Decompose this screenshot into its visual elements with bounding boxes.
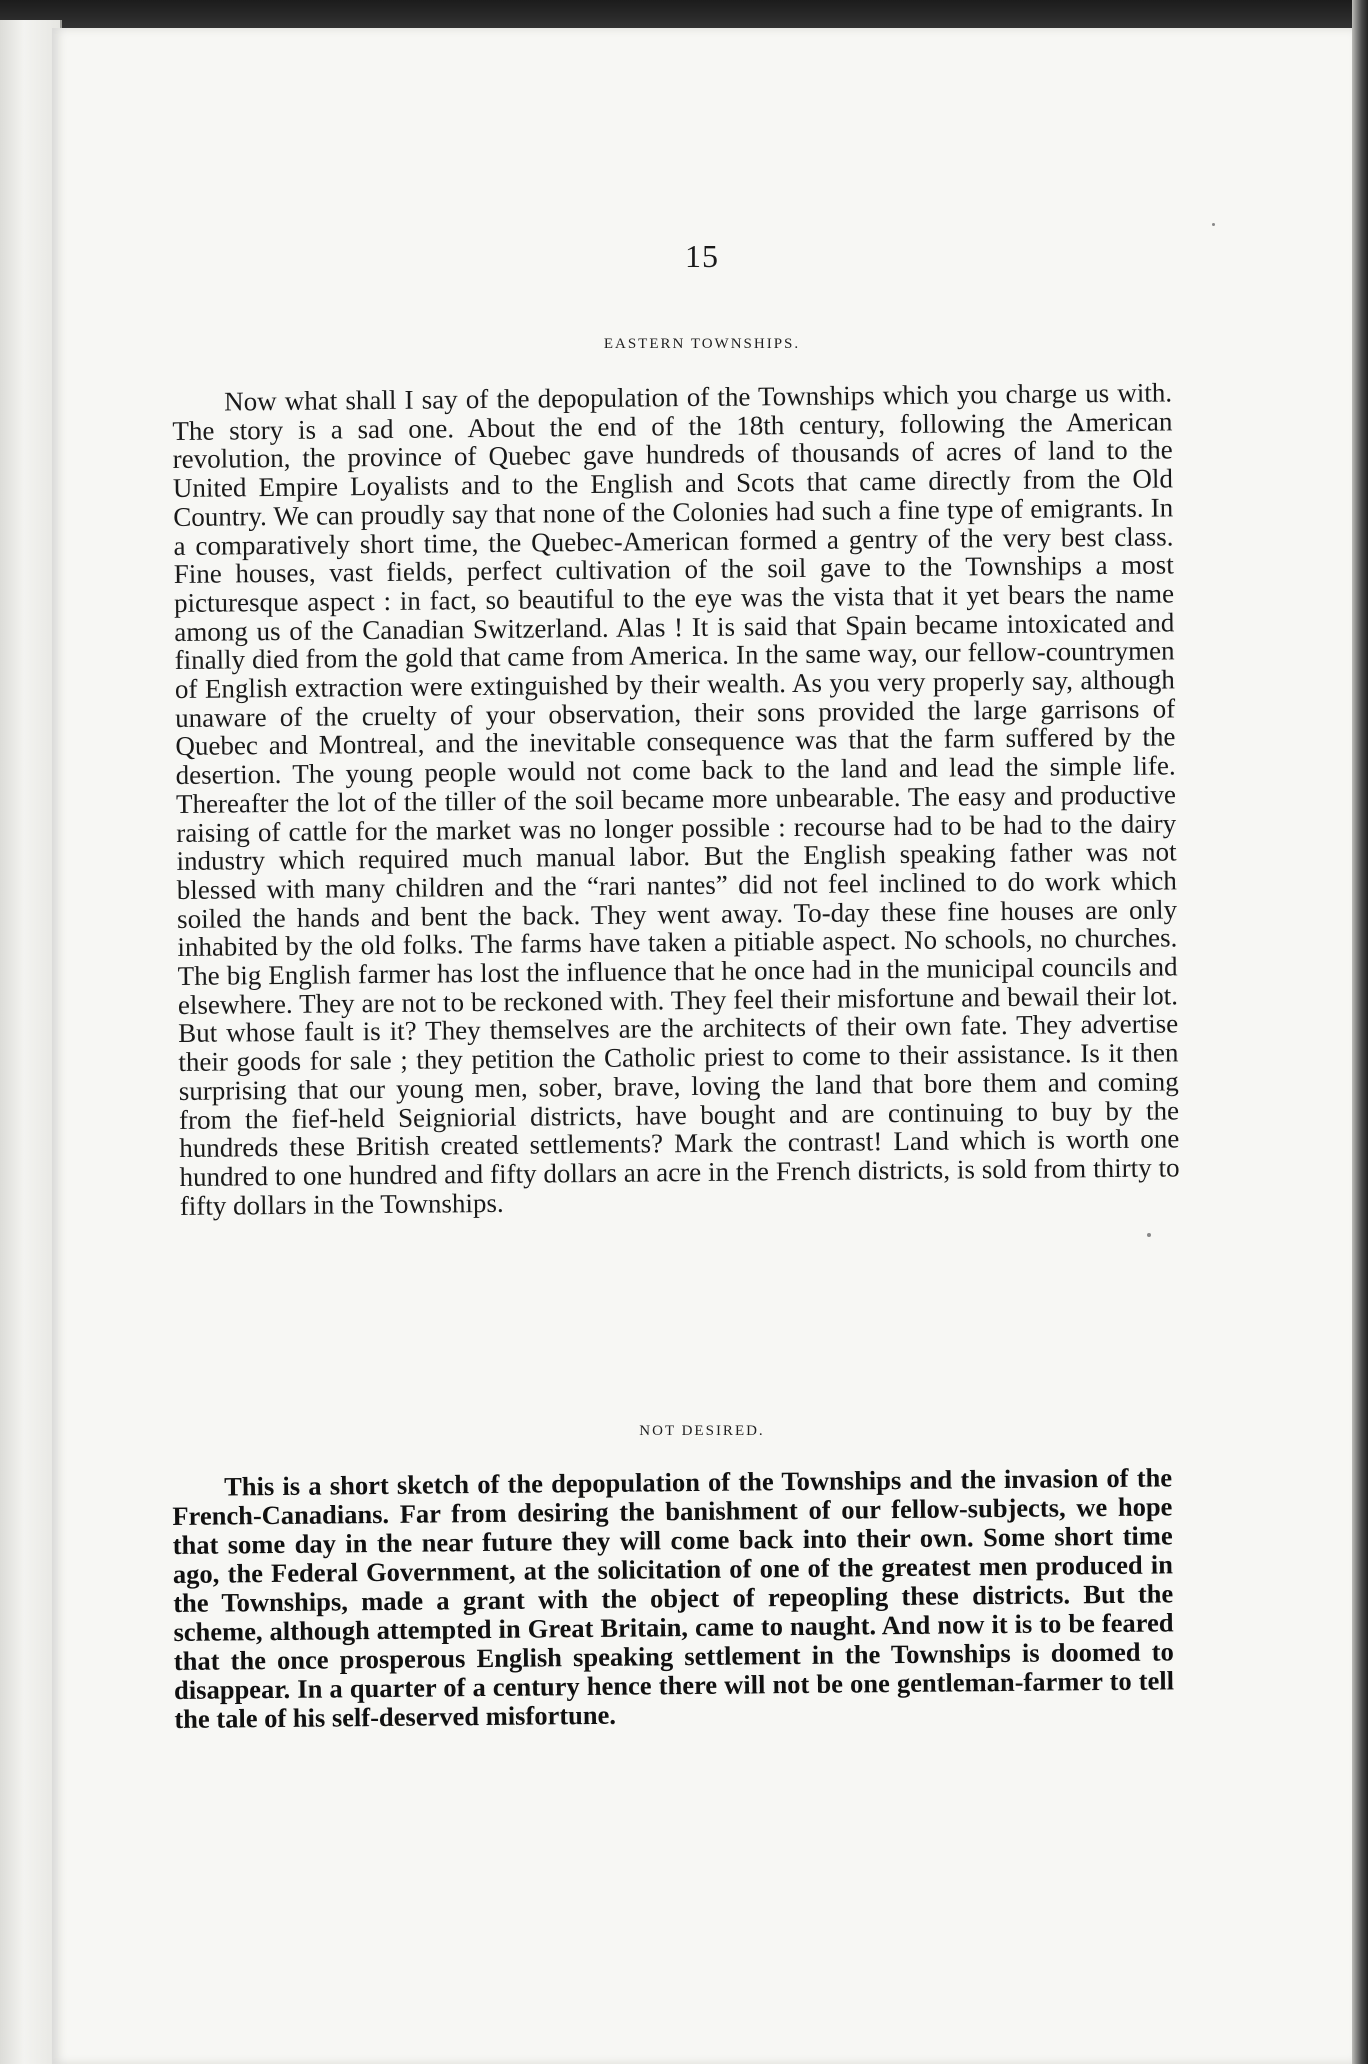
scan-right-edge	[1352, 0, 1368, 2064]
section-heading-eastern-townships: EASTERN TOWNSHIPS.	[603, 336, 801, 352]
document-page	[52, 28, 1352, 2064]
paper-speck	[1147, 1233, 1151, 1237]
section-heading-not-desired: NOT DESIRED.	[639, 1423, 765, 1439]
paragraph-not-desired: This is a short sketch of the depopulation of the Townships and the invasion of the French-Canadians. Far from desiring the banishment of our fellow-subjects, we hope that some day in the near future they will come back into their own. Some short time ago, the Federal Government, at the solicitation of one of the greatest men produced in the Townships, made a grant with the object of repeopling these districts. But the scheme, although attempted in Great Britain, came to naught. And now it is to be feared that the once prosperous English speaking settlement in the Townships is doomed to disappear. In a quarter of a century hence there will not be one gentleman-farmer to tell the tale of his self-deserved misfortune.	[172, 1462, 1175, 1734]
page-number: 15	[685, 238, 719, 274]
paper-speck	[1212, 223, 1215, 226]
paragraph-eastern-townships: Now what shall I say of the depopulation of the Townships which you charge us with. The story is a sad one. About the end of the 18th century, following the American revolution, the province of Quebec gave hundreds of thousands of acres of land to the United Empire Loyalists and to the English and Scots that came directly from the Old Country. We can proudly say that none of the Colonies had such a fine type of emigrants. In a comparatively short time, the Quebec-American formed a gentry of the very best class. Fine houses, vast fields, perfect cultivation of the soil gave to the Townships a most picturesque aspect : in fact, so beautiful to the eye was the vista that it yet bears the name among us of the Canadian Switzerland. Alas ! It is said that Spain became intoxicated and finally died from the gold that came from America. In the same way, our fellow-countrymen of English extraction were extinguished by their wealth. As you very properly say, although unaware of the cruelty of your observation, their sons provided the large garrisons of Quebec and Montreal, and the inevitable consequence was that the farm suffered by the desertion. The young people would not come back to the land and lead the simple life. Thereafter the lot of the tiller of the soil became more unbearable. The easy and productive raising of cattle for the market was no longer possible : recourse had to be had to the dairy industry which required much manual labor. But the English speaking father was not blessed with many children and the “rari nantes” did not feel inclined to do work which soiled the hands and bent the back. They went away. To-day these fine houses are only inhabited by the old folks. The farms have taken a pitiable aspect. No schools, no churches. The big English farmer has lost the influence that he once had in the municipal councils and elsewhere. They are not to be reckoned with. They feel their misfortune and bewail their lot. But whose fault is it? They themselves are the architects of their own fate. They advertise their goods for sale ; they petition the Catholic priest to come to their assistance. Is it then surprising that our young men, sober, brave, loving the land that bore them and coming from the fief-held Seigniorial districts, have bought and are continuing to buy by the hundreds these British created settlements? Mark the contrast! Land which is worth one hundred to one hundred and fifty dollars an acre in the French districts, is sold from thirty to fifty dollars in the Townships.	[172, 377, 1180, 1221]
